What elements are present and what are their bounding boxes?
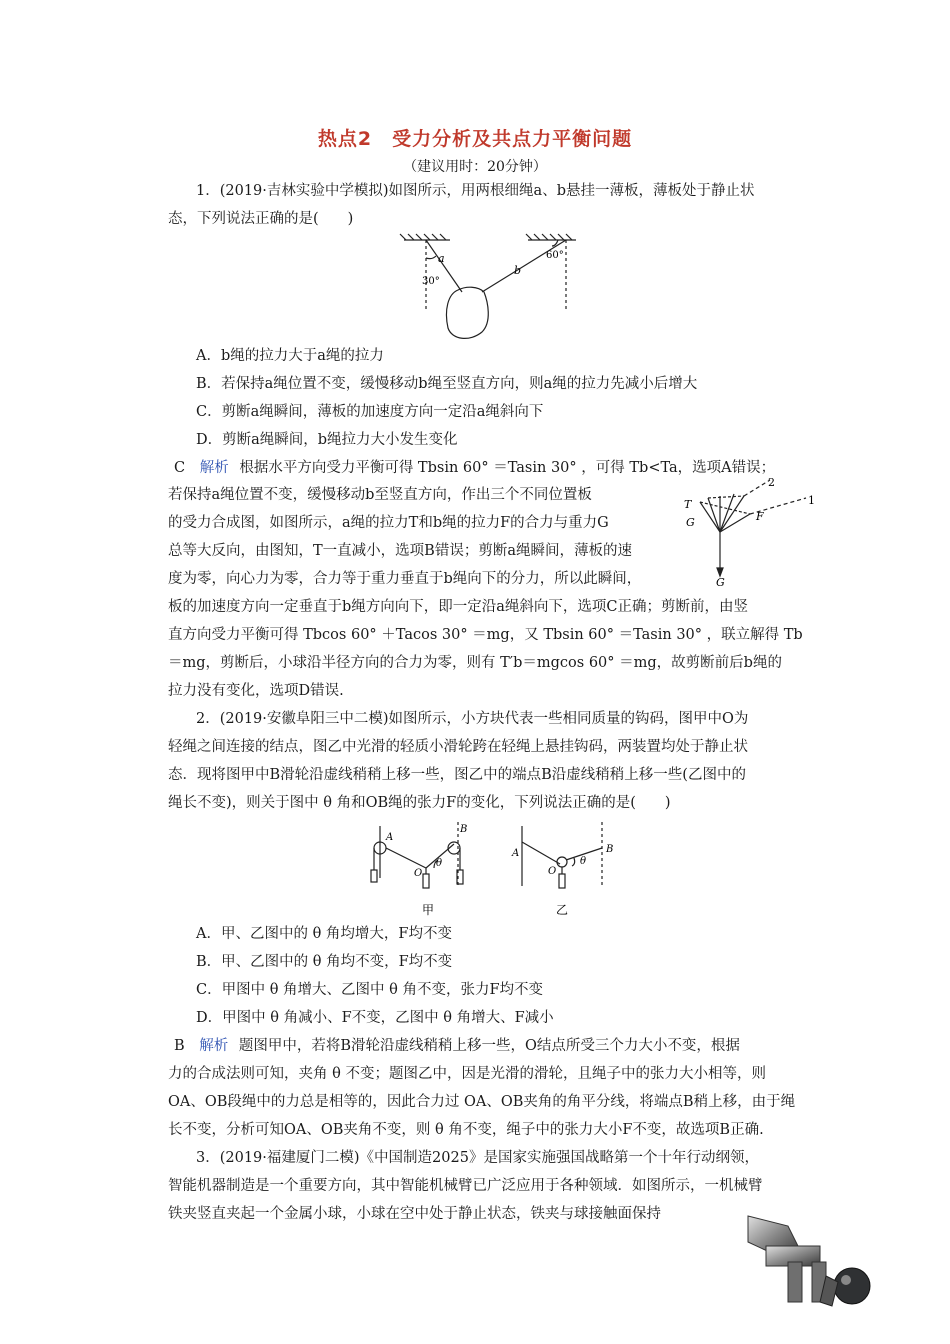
q1-analysis-first-line	[174, 458, 775, 478]
q2-yi-O-label: O	[548, 866, 557, 877]
q1-analysis-line-6: 直方向受力平衡可得 Tbcos 60° ＋Tacos 30° ＝mg，又 Tbsin 60° ＝Tasin 30° ，联立解得 Tb	[168, 627, 803, 643]
q2-analysis-line-3: 长不变，分析可知OA、OB夹角不变，则 θ 角不变，绳子中的张力大小F不变，故选项B正确.	[168, 1122, 764, 1138]
q2-yi-caption: 乙	[556, 903, 569, 917]
q1-force-composition-figure	[678, 476, 818, 588]
q2-analysis-first-line	[174, 1036, 740, 1056]
q2-figure-jia	[366, 818, 476, 918]
q3-stem-line-3: 铁夹竖直夹起一个金属小球，小球在空中处于静止状态，铁夹与球接触面保持	[168, 1206, 661, 1222]
q2-analysis-line-1: 力的合成法则可知，夹角 θ 不变；题图乙中，因是光滑的滑轮，且绳子中的张力大小相等，则	[168, 1066, 766, 1082]
q2-yi-A-label: A	[512, 848, 520, 859]
page-title: 热点2 受力分析及共点力平衡问题	[317, 128, 633, 150]
q1-force-F-label: F	[756, 510, 764, 523]
q2-analysis-line-2: OA、OB段绳中的力总是相等的，因此合力过 OA、OB夹角的角平分线，将端点B稍上移，由于绳	[168, 1094, 796, 1110]
q3-stem-line-2: 智能机器制造是一个重要方向，其中智能机械臂已广泛应用于各种领域．如图所示，一机械臂	[168, 1178, 763, 1194]
q1-position-1-label: 1	[808, 494, 815, 507]
q1-force-G-label: G	[686, 516, 695, 529]
q1-angle-60-label: 60°	[546, 250, 564, 261]
q1-analysis-line-5: 板的加速度方向一定垂直于b绳方向向下，即一定沿a绳斜向下，选项C正确；剪断前，由竖	[168, 599, 749, 615]
q2-stem-line-3: 态．现将图甲中B滑轮沿虚线稍稍上移一些，图乙中的端点B沿虚线稍稍上移一些(乙图中的	[168, 767, 746, 783]
q2-jia-O-label: O	[414, 868, 423, 879]
q1-stem-line-2: 态，下列说法正确的是( )	[168, 211, 354, 227]
q1-rope-b-label: b	[514, 264, 522, 277]
q3-robot-arm-image	[728, 1206, 878, 1318]
q2-analysis-tag: 解析	[199, 1038, 229, 1054]
q3-stem-line-1: 3．(2019·福建厦门二模)《中国制造2025》是国家实施强国战略第一个十年行动纲领，	[196, 1150, 759, 1166]
q1-force-T-label: T	[684, 498, 692, 511]
q1-option-c: C．剪断a绳瞬间，薄板的加速度方向一定沿a绳斜向下	[196, 404, 544, 420]
q1-analysis-line-2: 的受力合成图，如图所示，a绳的拉力T和b绳的拉力F的合力与重力G	[168, 515, 609, 531]
q2-jia-caption: 甲	[422, 903, 435, 917]
q2-option-c: C．甲图中 θ 角增大、乙图中 θ 角不变，张力F均不变	[196, 982, 544, 998]
q1-option-b: B．若保持a绳位置不变，缓慢移动b绳至竖直方向，则a绳的拉力先减小后增大	[196, 376, 698, 392]
q2-jia-B-label: B	[460, 824, 468, 835]
q1-stem-line-1: 1．(2019·吉林实验中学模拟)如图所示，用两根细绳a、b悬挂一薄板，薄板处于静止状	[196, 183, 755, 199]
q1-analysis-line-3: 总等大反向，由图知，T一直减小，选项B错误；剪断a绳瞬间，薄板的速	[168, 543, 632, 559]
q2-analysis-text-0: 题图甲中，若将B滑轮沿虚线稍稍上移一些，O结点所受三个力大小不变，根据	[238, 1038, 740, 1054]
q2-yi-B-label: B	[606, 844, 614, 855]
q2-stem-line-4: 绳长不变)，则关于图中 θ 角和OB绳的张力F的变化，下列说法正确的是( )	[168, 795, 671, 811]
q2-stem-line-2: 轻绳之间连接的结点，图乙中光滑的轻质小滑轮跨在轻绳上悬挂钩码，两装置均处于静止状	[168, 739, 748, 755]
q2-option-b: B．甲、乙图中的 θ 角均不变，F均不变	[196, 954, 453, 970]
q2-jia-A-label: A	[386, 832, 394, 843]
q2-option-a: A．甲、乙图中的 θ 角均增大，F均不变	[196, 926, 452, 942]
q1-analysis-line-4: 度为零，向心力为零，合力等于重力垂直于b绳向下的分力，所以此瞬间，	[168, 571, 642, 587]
q1-rope-a-label: a	[438, 252, 445, 265]
q2-answer-letter: B	[174, 1038, 185, 1054]
q1-analysis-line-1: 若保持a绳位置不变，缓慢移动b至竖直方向，作出三个不同位置板	[168, 487, 592, 503]
q2-stem-line-1: 2．(2019·安徽阜阳三中二模)如图所示，小方块代表一些相同质量的钩码，图甲中O为	[196, 711, 749, 727]
q1-gravity-G-label: G	[716, 576, 725, 588]
q1-analysis-tag: 解析	[199, 460, 229, 476]
q2-jia-theta-label: θ	[436, 858, 443, 869]
suggested-time: （建议用时：20分钟）	[403, 159, 547, 175]
q1-option-d: D．剪断a绳瞬间，b绳拉力大小发生变化	[196, 432, 458, 448]
q2-option-d: D．甲图中 θ 角减小、F不变，乙图中 θ 角增大、F减小	[196, 1010, 554, 1026]
q2-figure-yi	[508, 818, 618, 918]
q1-angle-30-label: 30°	[422, 276, 440, 287]
q1-answer-letter: C	[174, 460, 186, 476]
q2-yi-theta-label: θ	[580, 856, 587, 867]
q1-hanging-plate-figure	[398, 232, 588, 344]
q1-analysis-text-0: 根据水平方向受力平衡可得 Tbsin 60° ＝Tasin 30° ，可得 Tb<Ta，选项A错误；	[239, 460, 776, 476]
q1-analysis-line-7: ＝mg，剪断后，小球沿半径方向的合力为零，则有 T′b＝mgcos 60° ＝mg，故剪断前后b绳的	[168, 655, 782, 671]
q1-analysis-line-8: 拉力没有变化，选项D错误.	[168, 683, 344, 699]
q1-position-2-label: 2	[768, 476, 775, 489]
q1-option-a: A．b绳的拉力大于a绳的拉力	[196, 348, 384, 364]
